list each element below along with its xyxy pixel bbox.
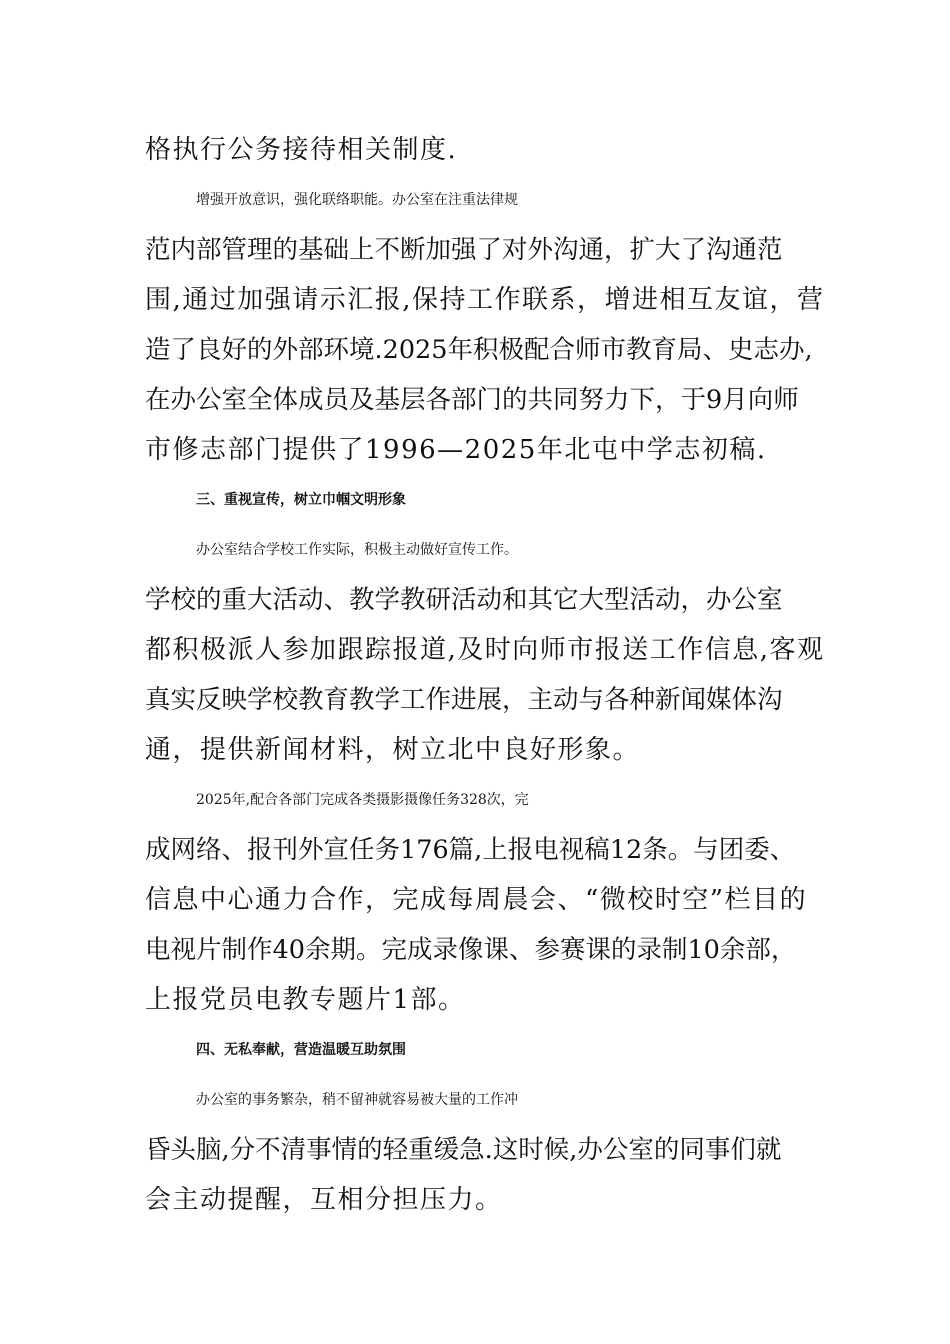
text-line: 造了良好的外部环境.2025年积极配合师市教育局、史志办, xyxy=(145,335,813,365)
section-heading: 三、重视宣传，树立巾帼文明形象 xyxy=(196,492,406,508)
text-line: 范内部管理的基础上不断加强了对外沟通，扩大了沟通范 xyxy=(145,235,783,265)
text-line: 真实反映学校教育教学工作进展，主动与各种新闻媒体沟 xyxy=(145,685,783,715)
text-line: 会主动提醒，互相分担压力。 xyxy=(145,1185,503,1215)
text-line: 市修志部门提供了1996—2025年北屯中学志初稿. xyxy=(145,435,767,465)
text-line: 成网络、报刊外宣任务176篇,上报电视稿12条。与团委、 xyxy=(145,835,796,865)
paragraph-start: 办公室的事务繁杂，稍不留神就容易被大量的工作冲 xyxy=(196,1092,518,1108)
paragraph-start: 2025年,配合各部门完成各类摄影摄像任务328次，完 xyxy=(196,792,529,808)
text-line: 学校的重大活动、教学教研活动和其它大型活动，办公室 xyxy=(145,585,783,615)
text-line: 围,通过加强请示汇报,保持工作联系，增进相互友谊，营 xyxy=(145,285,825,315)
text-line: 都积极派人参加跟踪报道,及时向师市报送工作信息,客观 xyxy=(145,635,825,665)
text-line: 在办公室全体成员及基层各部门的共同努力下，于9月向师 xyxy=(145,385,799,415)
text-line: 上报党员电教专题片1部。 xyxy=(145,985,466,1015)
paragraph-start: 增强开放意识，强化联络职能。办公室在注重法律规 xyxy=(196,192,518,208)
text-line: 通，提供新闻材料，树立北中良好形象。 xyxy=(145,735,641,765)
text-line: 电视片制作40余期。完成录像课、参赛课的录制10余部， xyxy=(145,935,797,965)
section-heading: 四、无私奉献，营造温暖互助氛围 xyxy=(196,1042,406,1058)
text-line: 信息中心通力合作，完成每周晨会、“微校时空”栏目的 xyxy=(145,885,808,915)
text-line: 昏头脑,分不清事情的轻重缓急.这时候,办公室的同事们就 xyxy=(145,1135,782,1165)
paragraph-start: 办公室结合学校工作实际，积极主动做好宣传工作。 xyxy=(196,542,518,558)
text-line: 格执行公务接待相关制度. xyxy=(145,135,458,165)
